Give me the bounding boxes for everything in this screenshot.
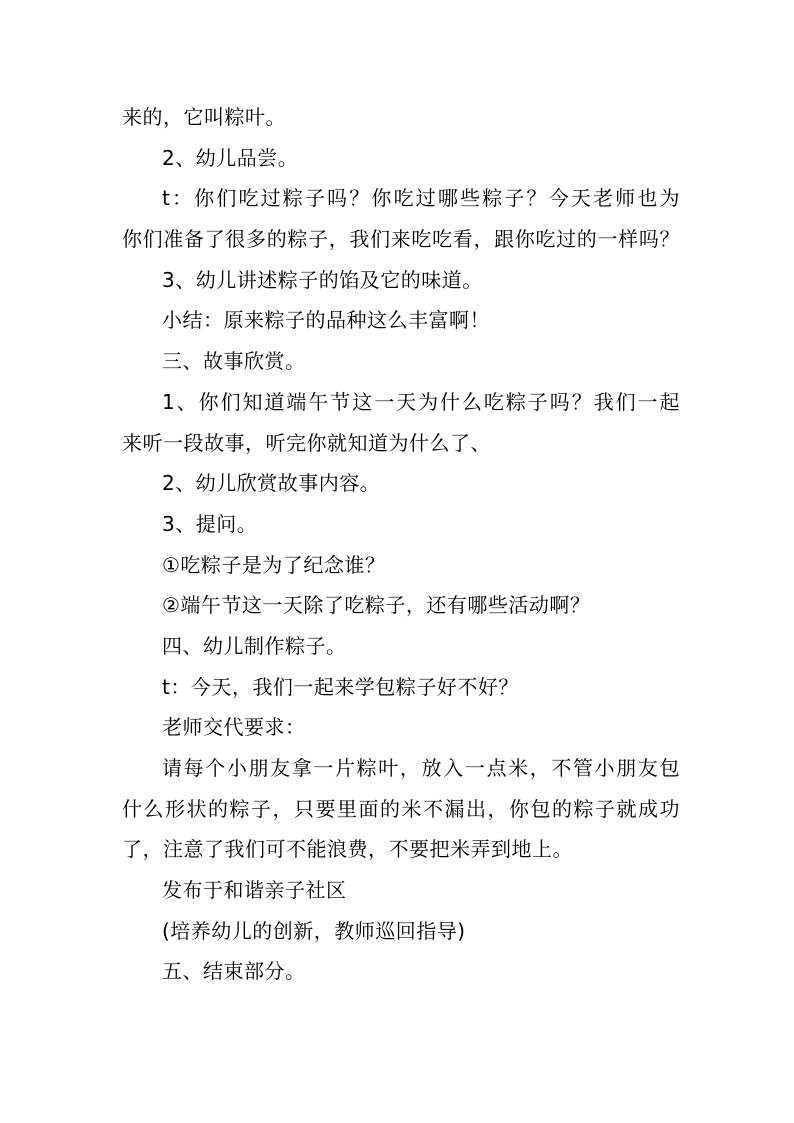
paragraph-line: 来听一段故事，听完你就知道为什么了、 [122, 430, 491, 455]
paragraph-line: 请每个小朋友拿一片粽叶，放入一点米，不管小朋友包 [162, 756, 680, 780]
paragraph-line: t：你们吃过粽子吗？你吃过哪些粽子？今天老师也为 [162, 186, 680, 211]
paragraph-line: 你们准备了很多的粽子，我们来吃吃看，跟你吃过的一样吗？ [122, 227, 680, 252]
paragraph-line: 2、幼儿欣赏故事内容。 [162, 471, 381, 496]
publish-note: 发布于和谐亲子社区 [162, 878, 347, 903]
paragraph-line: 来的，它叫粽叶。 [122, 105, 286, 129]
question-item: ①吃粽子是为了纪念谁？ [162, 552, 386, 577]
section-heading: 四、幼儿制作粽子。 [162, 633, 347, 658]
summary-line: 小结：原来粽子的品种这么丰富啊！ [162, 308, 490, 333]
section-heading: 五、结束部分。 [162, 959, 306, 984]
paragraph-line: 3、提问。 [162, 511, 258, 536]
paragraph-line: 2、幼儿品尝。 [162, 145, 299, 170]
paragraph-line: (培养幼儿的创新，教师巡回指导) [162, 918, 466, 943]
paragraph-line: 3、幼儿讲述粽子的馅及它的味道。 [162, 267, 483, 292]
paragraph-line: 了，注意了我们可不能浪费，不要把米弄到地上。 [122, 837, 573, 862]
document-body [122, 97, 680, 992]
paragraph-line: 1、你们知道端午节这一天为什么吃粽子吗？我们一起 [162, 389, 680, 414]
paragraph-line: 老师交代要求： [162, 715, 306, 740]
paragraph-line: 什么形状的粽子，只要里面的米不漏出，你包的粽子就成功 [122, 796, 680, 821]
section-heading: 三、故事欣赏。 [162, 349, 306, 374]
question-item: ②端午节这一天除了吃粽子，还有哪些活动啊？ [162, 593, 591, 618]
paragraph-line: t：今天，我们一起来学包粽子好不好？ [162, 674, 519, 699]
